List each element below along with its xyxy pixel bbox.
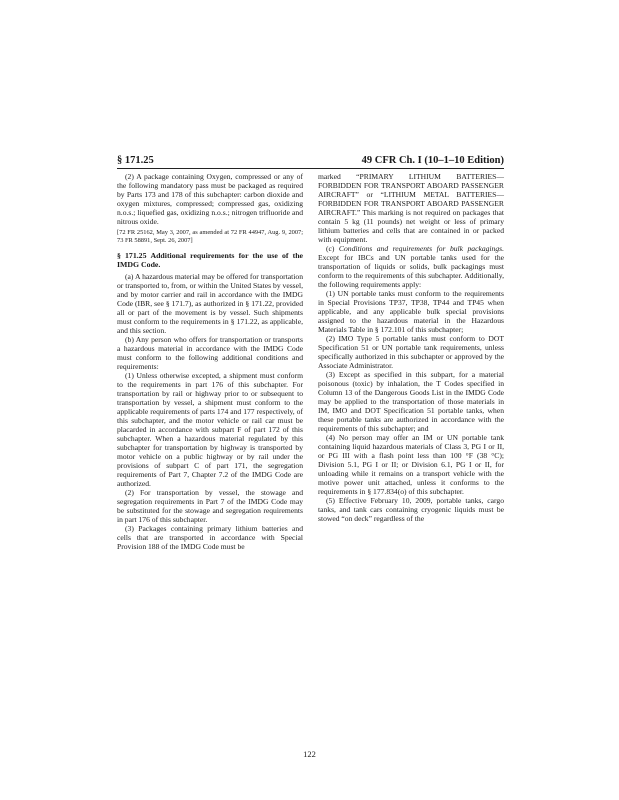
paragraph-label: (c) [326,244,335,253]
paragraph: (a) A hazardous material may be offered for transportation or transported to, from, or within the United States by vessel, and by motor carrier and rail in accordance with the IMDG Code (IBR, see § 171.7), as authorized in § 171.22, provided all or part of the movement is by vessel. Such shipments must conform to the requirements in § 171.22, as applicable, and this section. [117,272,303,335]
paragraph: (1) UN portable tanks must conform to the requirements in Special Provisions TP37, TP38, TP44 and TP45 when applicable, and any applicable bulk special provisions assigned to the hazardous material in the Hazardous Materials Table in § 172.101 of this subchapter; [318,289,504,334]
paragraph: marked “PRIMARY LITHIUM BATTERIES—FORBIDDEN FOR TRANSPORT ABOARD PASSENGER AIRCRAFT” or “LITHIUM METAL BATTERIES—FORBIDDEN FOR TRANSPORT ABOARD PASSENGER AIRCRAFT.” This marking is not required on packages that contain 5 kg (11 pounds) net weight or less of primary lithium batteries and cells that are contained in or packed with equipment. [318,172,504,244]
section-title: Additional requirements for the use of the IMDG Code. [117,251,303,269]
paragraph: (2) For transportation by vessel, the stowage and segregation requirements in Part 7 of the IMDG Code may be substituted for the stowage and segregation requirements in part 176 of this subchapter. [117,488,303,524]
section-heading [117,251,303,269]
right-column [318,172,504,523]
paragraph-text: Except for IBCs and UN portable tanks used for the transportation of liquids or solids, bulk packagings must conform to the requirements of this subchapter. Additionally, the following requirements apply: [318,253,504,289]
paragraph: (b) Any person who offers for transportation or transports a hazardous material in accordance with the IMDG Code must conform to the following additional conditions and requirements: [117,335,303,371]
paragraph [318,244,504,289]
page-number: 122 [303,749,316,759]
paragraph-heading: Conditions and requirements for bulk packagings. [338,244,504,253]
paragraph: (2) IMO Type 5 portable tanks must conform to DOT Specification 51 or UN portable tank requirements, unless specifically authorized in this subchapter or approved by the Associate Administrator. [318,334,504,370]
paragraph: (4) No person may offer an IM or UN portable tank containing liquid hazardous materials of Class 3, PG I or II, or PG III with a flash point less than 100 °F (38 °C); Division 5.1, PG I or II; or Division 6.1, PG I or II, for unloading while it remains on a transport vehicle with the motive power unit attached, unless it conforms to the requirements in § 177.834(o) of this subchapter. [318,433,504,496]
header-section-number: § 171.25 [117,155,154,166]
paragraph: (3) Except as specified in this subpart, for a material poisonous (toxic) by inhalation, the T Codes specified in Column 13 of the Dangerous Goods List in the IMDG Code may be applied to the transportation of those materials in IM, IMO and DOT Specification 51 portable tanks, when these portable tanks are authorized in accordance with the requirements of this subchapter; and [318,370,504,433]
citation: [72 FR 25162, May 3, 2007, as amended at 72 FR 44947, Aug. 9, 2007; 73 FR 58891, Sept. 26, 2007] [117,229,303,244]
paragraph: (5) Effective February 10, 2009, portable tanks, cargo tanks, and tank cars containing cryogenic liquids must be stowed “on deck” regardless of the [318,496,504,523]
header-rule [117,168,504,169]
paragraph: (3) Packages containing primary lithium batteries and cells that are transported in accordance with Special Provision 188 of the IMDG Code must be [117,524,303,551]
header-cfr-edition: 49 CFR Ch. I (10–1–10 Edition) [361,155,504,166]
paragraph: (2) A package containing Oxygen, compressed or any of the following mandatory pass must be packaged as required by Parts 173 and 178 of this subchapter: carbon dioxide and oxygen mixtures, compressed; compressed gas, oxidizing n.o.s.; liquefied gas, oxidizing n.o.s.; nitrogen trifluoride and nitrous oxide. [117,172,303,226]
section-number: § 171.25 [117,251,147,260]
left-column [117,172,303,551]
paragraph: (1) Unless otherwise excepted, a shipment must conform to the requirements in part 176 of this subchapter. For transportation by rail or highway prior to or subsequent to transportation by vessel, a shipment must conform to the applicable requirements of parts 174 and 177 respectively, of this subchapter, and the motor vehicle or rail car must be placarded in accordance with subpart F of part 172 of this subchapter. When a hazardous material regulated by this subchapter for transportation by highway is transported by motor vehicle on a public highway or by rail under the provisions of subpart C of part 171, the segregation requirements of Part 7, Chapter 7.2 of the IMDG Code are authorized. [117,371,303,488]
